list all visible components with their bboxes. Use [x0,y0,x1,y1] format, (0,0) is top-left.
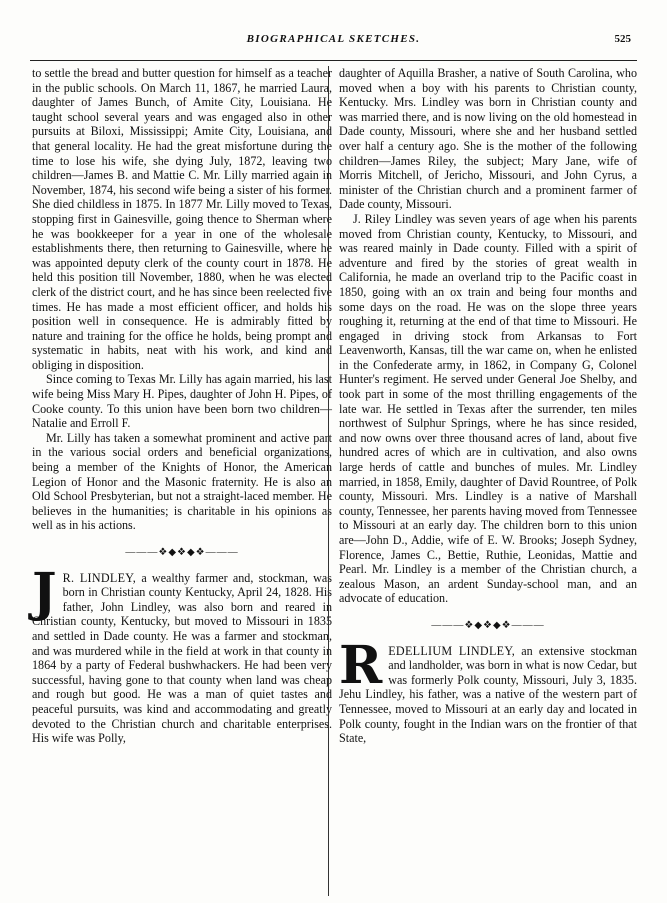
biography-entry [32,561,332,746]
drop-cap: J [32,561,57,623]
header-rule [30,60,637,61]
paragraph: J. Riley Lindley was seven years of age when his parents moved from Christian county, Kentucky, to Missouri, and was reared mainly in Dade county. Filled with a spirit of adventure and fired by the stories of great wealth in California, he made an overland trip to the Pacific coast in 1850, going with an ox train and being four months and some days on the road. He was on the slope three years roughing it, returning at the end of that time to Missouri. He engaged in driving stock from Arkansas to Fort Leavenworth, Kansas, till the war came on, when he enlisted in the Confederate army, in 1862, in Company G, Colonel Hunter's regiment. He served under General Joe Shelby, and took part in some of the most thrilling engagements of the late war. He settled in Texas after the surrender, ten miles northwest of Sulphur Springs, where he has since resided, and now owns over three thousand acres of land, about five hundred acres of which are in cultivation, and also owns large herds of cattle and bunches of mules. Mr. Lindley married, in 1858, Emily, daughter of David Rountree, of Polk county, Missouri. Mrs. Lindley is a native of Marshall county, Tennessee, her parents having moved from Tennessee to Missouri at an early day. The children born to this union are—John D., Addie, wife of E. W. Brooks; Joseph Sydney, Florence, James C., Bettie, Ruthie, Leonidas, Mattie and Pearl. Mr. Lindley is a member of the Christian church, a zealous Mason, an ardent Sunday-school man, and an advocate of education. [339,211,637,606]
entry-name: EDELLIUM LINDLEY, [388,643,516,658]
paragraph: Mr. Lilly has taken a somewhat prominent and active part in the various social orders and beneficial organizations, being a member of the Knights of Honor, the American Legion of Honor and the Masonic fraternity. He is also an Old School Presbyterian, but not a straight-laced member. He believes in the humanities; is charitable in his opinions as well as in his actions. [32,430,332,533]
page-number: 525 [614,33,631,45]
paragraph: Since coming to Texas Mr. Lilly has again married, his last wife being Miss Mary H. Pipes, daughter of John H. Pipes, of Cooke county. To this union have been born two children—Natalie and Erroll F. [32,372,332,431]
section-ornament: ———❖◆❖◆❖——— [431,619,545,631]
page-header [30,33,637,49]
column-divider [328,66,329,896]
section-ornament: ———❖◆❖◆❖——— [125,547,239,558]
entry-text: an extensive stockman and landholder, was born in what is now Cedar, but was formerly Polk county, Missouri, July 3, 1835. Jehu Lindley, his father, was a native of the western part of Tennessee, moved to Missouri at an early day and located in Polk county, fought in the Indian wars on the frontier of that State, [339,643,637,746]
right-column [339,66,637,746]
paragraph: to settle the bread and butter question for himself as a teacher in the public schools. On March 11, 1867, he married Laura, daughter of James Bunch, of Amite City, Louisiana. He taught school several years and was engaged also in other pursuits at Biloxi, Mississippi; Amite City, Louisiana, and that general locality. He had the great misfortune during the time to lose his wife, she dying July, 1872, leaving two children—James B. and Mattie C. Mr. Lilly married again in November, 1874, his second wife being a sister of his former. She died childless in 1875. In 1877 Mr. Lilly moved to Texas, stopping first in Gainesville, going thence to Sherman where he was bookkeeper for a year in one of the wholesale establishments there, then returning to Gainesville, where he was appointed deputy clerk of the county court in 1878. He held this position till November, 1880, when he was elected clerk of the district court, and he has since been reelected five times. He has made a most efficient officer, and holds his position well in consequence. He is admirably fitted by nature and training for the office he holds, being prompt and systematic in habits, neat with his work, and kind and obliging in disposition. [32,66,332,372]
drop-cap: R [339,634,383,696]
entry-text: a wealthy farmer and, stockman, was born in Christian county Kentucky, April 24, 1828. His father, John Lindley, was also born and reared in Christian county, Kentucky, but moved to Missouri in 1835 and settled in Dade county. He was a farmer and stockman, and was murdered while in the field at work in that county in 1864 by a party of Federal bushwhackers. He had been very successful, having gone to that county when land was cheap and rough but good. He was a man of quiet tastes and peaceful pursuits, was kind and accommodating and greatly devoted to the Christian church and charitable enterprises. His wife was Polly, [32,570,332,746]
entry-name: R. LINDLEY, [62,570,137,585]
left-column [32,66,332,746]
biography-entry [339,634,637,746]
running-head: BIOGRAPHICAL SKETCHES. [246,33,421,45]
paragraph: daughter of Aquilla Brasher, a native of South Carolina, who moved when a boy with his parents to Christian county, Kentucky. Mrs. Lindley was born in Christian county and was married there, and is now living on the old homestead in Dade county, Missouri, where she and her husband settled over half a century ago. She is the mother of the following children—James Riley, the subject; Mary Jane, wife of Morris Mitchell, of Jericho, Missouri, and John Cyrus, a minister of the Christian church and a prominent farmer of Dade county, Missouri. [339,66,637,212]
